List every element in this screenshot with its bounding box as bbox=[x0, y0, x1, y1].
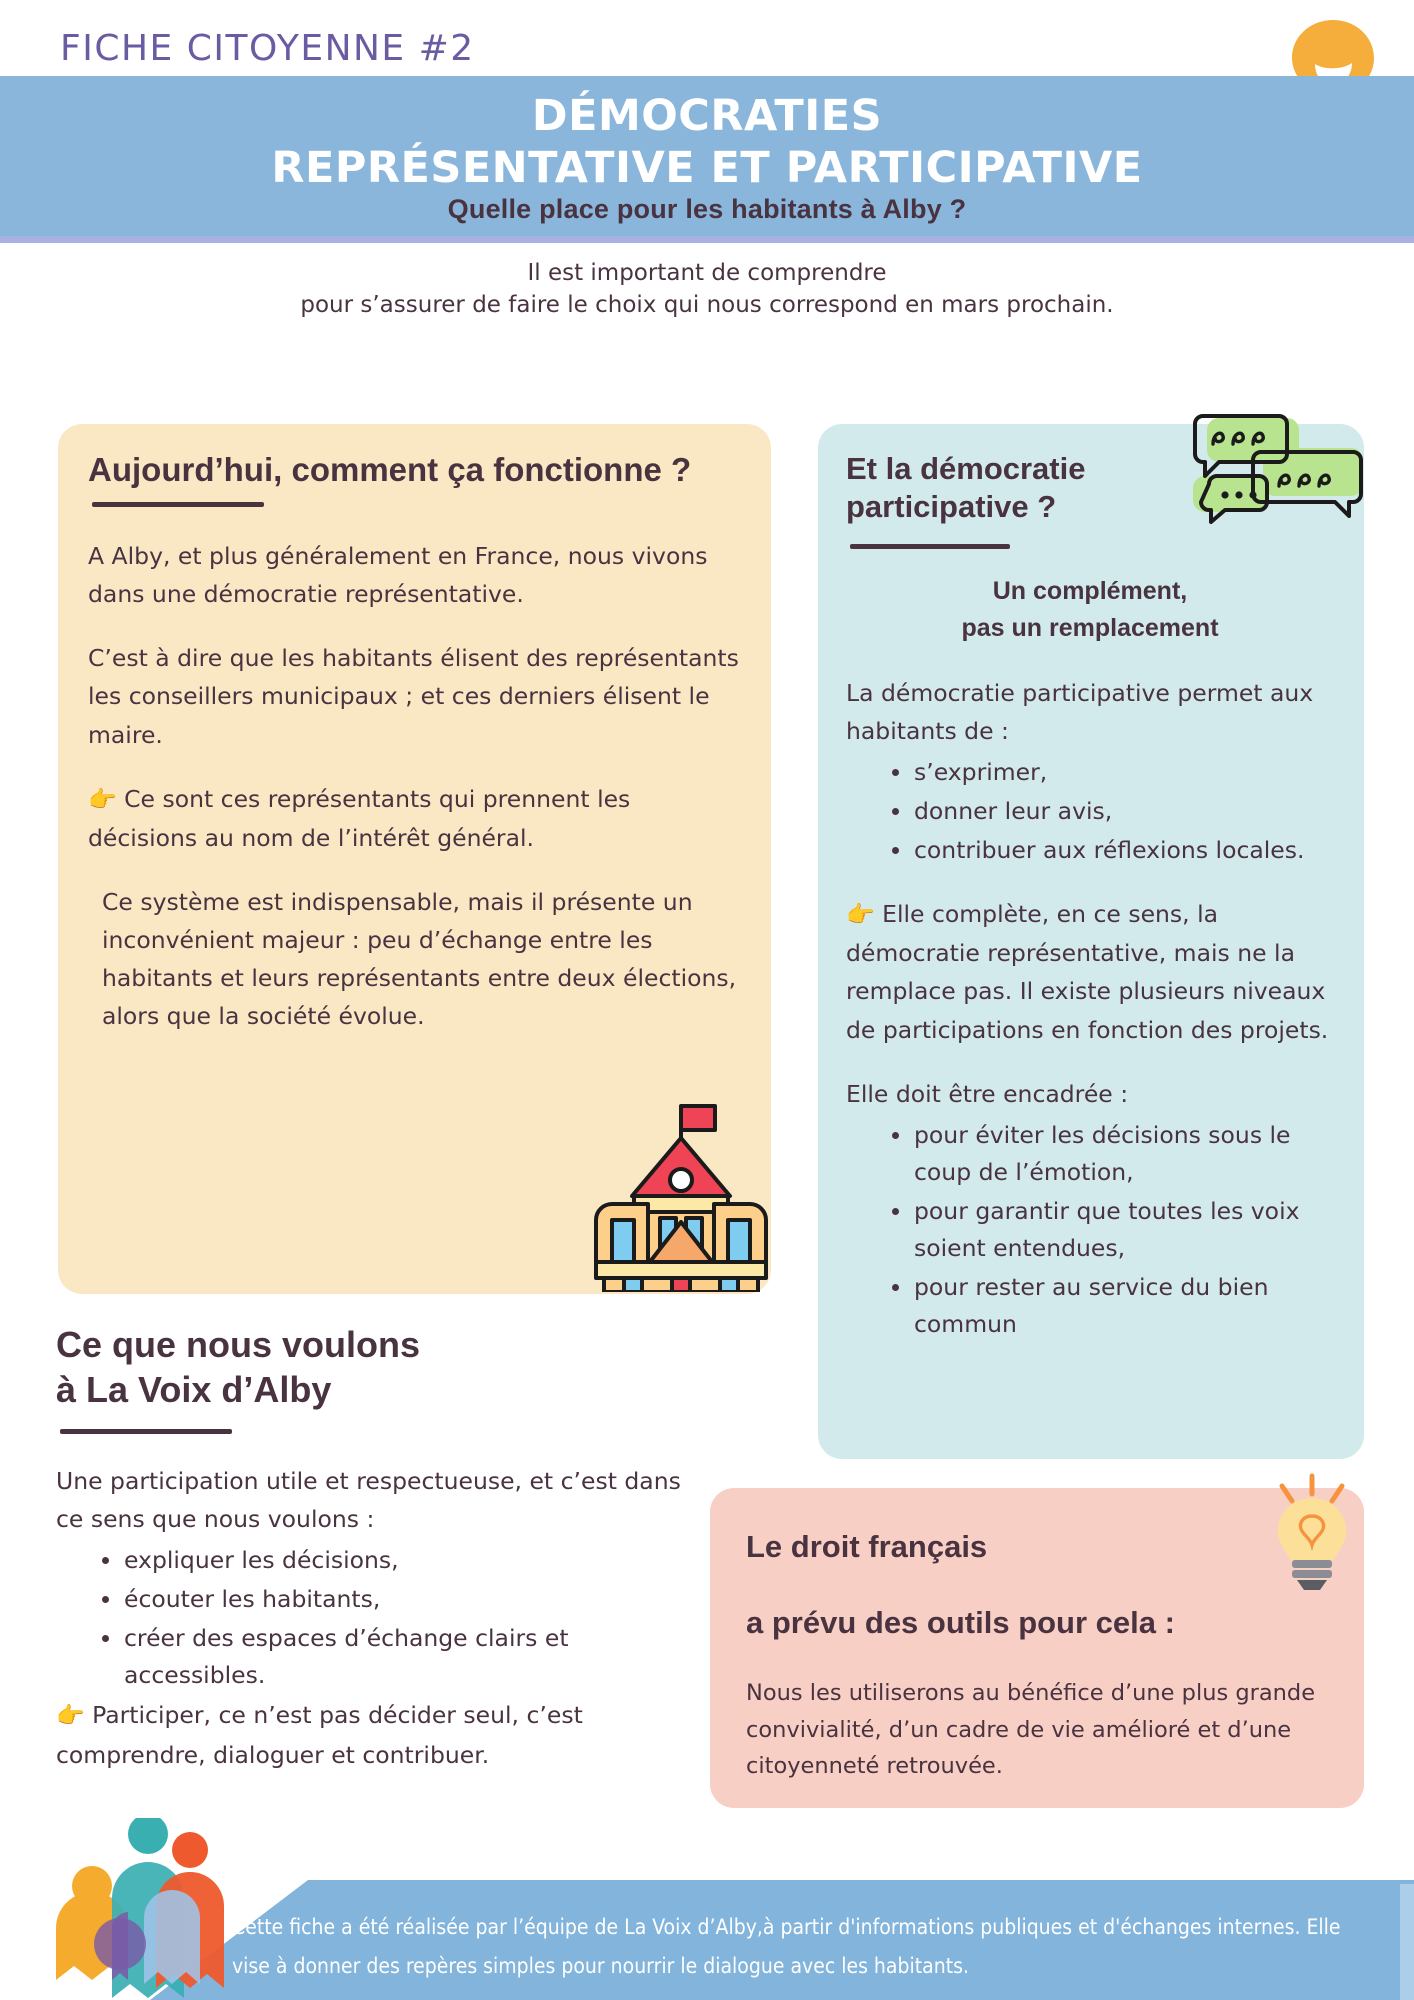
list-item: donner leur avis, bbox=[892, 793, 1334, 830]
card-today-paragraph-3-text: Ce sont ces représentants qui prennent les décisions au nom de l’intérêt général. bbox=[88, 784, 631, 852]
section-want-paragraph-2-text: Participer, ce n’est pas décider seul, c’est comprendre, dialoguer et contribuer. bbox=[56, 1701, 583, 1769]
card-participative-bullet-list-1 bbox=[846, 754, 1334, 869]
card-today-heading: Aujourd’hui, comment ça fonctionne ? bbox=[88, 451, 692, 488]
card-law-heading-line-1: Le droit français bbox=[746, 1529, 988, 1564]
card-today-paragraph-1: A Alby, et plus généralement en France, nous vivons dans une démocratie représentative. bbox=[88, 542, 708, 609]
intro-line-1: Il est important de comprendre bbox=[527, 260, 887, 286]
header-band bbox=[0, 76, 1414, 236]
card-participative-rule bbox=[850, 544, 1010, 549]
section-want-title-line-1: Ce que nous voulons bbox=[56, 1324, 421, 1365]
pointing-hand-icon: 👉 bbox=[846, 902, 875, 929]
card-law-heading bbox=[746, 1528, 1328, 1641]
people-group-icon bbox=[30, 1818, 230, 2000]
intro-line-2: pour s’assurer de faire le choix qui nous correspond en mars prochain. bbox=[300, 291, 1114, 318]
footer-text: Cette fiche a été réalisée par l’équipe de La Voix d’Alby,à partir d'informations publiques et d'échanges internes. Elle vise à donner des repères simples pour nourrir le dialogue avec les habitants. bbox=[232, 1915, 1341, 1978]
page-title bbox=[0, 90, 1414, 195]
card-law-body: Nous les utiliserons au bénéfice d’une plus grande convivialité, d’un cadre de vie amélioré et d’une citoyenneté retrouvée. bbox=[746, 1680, 1316, 1780]
page-kicker: FICHE CITOYENNE #2 bbox=[60, 28, 475, 69]
section-want-title bbox=[56, 1322, 696, 1413]
card-today-paragraph-2: C’est à dire que les habitants élisent des représentants les conseillers municipaux ; et ces derniers élisent le maire. bbox=[88, 644, 739, 749]
section-want-paragraph-1: Une participation utile et respectueuse, et c’est dans ce sens que nous voulons : bbox=[56, 1466, 681, 1533]
pointing-hand-icon: 👉 bbox=[56, 1703, 85, 1730]
card-participative-paragraph-2-text: Elle complète, en ce sens, la démocratie représentative, mais ne la remplace pas. Il existe plusieurs niveaux de participations en fonction des projets. bbox=[846, 900, 1329, 1044]
speech-bubbles-icon bbox=[1185, 414, 1373, 532]
card-participative-paragraph-1: La démocratie participative permet aux habitants de : bbox=[846, 678, 1314, 745]
list-item: écouter les habitants, bbox=[102, 1581, 696, 1618]
card-participative-democracy bbox=[818, 424, 1364, 1459]
card-participative-emphasis-line-2: pas un remplacement bbox=[961, 614, 1219, 643]
section-want-bullet-list bbox=[56, 1542, 696, 1695]
section-what-we-want bbox=[56, 1322, 696, 1774]
intro-text bbox=[0, 258, 1414, 321]
pointing-hand-icon: 👉 bbox=[88, 786, 117, 813]
card-law-heading-line-2: a prévu des outils pour cela : bbox=[746, 1604, 1175, 1640]
list-item: pour rester au service du bien commun bbox=[892, 1269, 1334, 1343]
card-today-paragraph-3 bbox=[88, 780, 741, 857]
card-participative-heading-line-1: Et la démocratie bbox=[846, 451, 1086, 486]
section-want-rule bbox=[60, 1429, 232, 1434]
section-want-paragraph-2 bbox=[56, 1696, 696, 1773]
page-title-line-2: REPRÉSENTATIVE ET PARTICIPATIVE bbox=[271, 143, 1143, 194]
section-want-title-line-2: à La Voix d’Alby bbox=[56, 1369, 332, 1411]
list-item: créer des espaces d’échange clairs et accessibles. bbox=[102, 1620, 696, 1694]
city-hall-icon bbox=[590, 1096, 772, 1292]
list-item: contribuer aux réflexions locales. bbox=[892, 832, 1334, 869]
list-item: pour éviter les décisions sous le coup de l’émotion, bbox=[892, 1117, 1334, 1191]
card-today-paragraph-4: Ce système est indispensable, mais il présente un inconvénient majeur : peu d’échange entre les habitants et leurs représentants entre deux élections, alors que la société évolue. bbox=[102, 887, 737, 1031]
page-subtitle: Quelle place pour les habitants à Alby ? bbox=[447, 194, 967, 224]
light-bulb-icon bbox=[1264, 1472, 1360, 1592]
card-today-rule bbox=[92, 502, 264, 507]
list-item: s’exprimer, bbox=[892, 754, 1334, 791]
header-band-accent-bar bbox=[0, 236, 1414, 243]
card-participative-emphasis bbox=[846, 573, 1334, 648]
card-participative-emphasis-line-1: Un complément, bbox=[992, 576, 1188, 605]
card-participative-heading-line-2: participative ? bbox=[846, 488, 1057, 524]
page-title-line-1: DÉMOCRATIES bbox=[531, 91, 883, 141]
card-participative-paragraph-3: Elle doit être encadrée : bbox=[846, 1079, 1129, 1108]
card-participative-paragraph-2 bbox=[846, 895, 1334, 1048]
list-item: expliquer les décisions, bbox=[102, 1542, 696, 1579]
card-participative-bullet-list-2 bbox=[846, 1117, 1334, 1344]
list-item: pour garantir que toutes les voix soient entendues, bbox=[892, 1193, 1334, 1267]
